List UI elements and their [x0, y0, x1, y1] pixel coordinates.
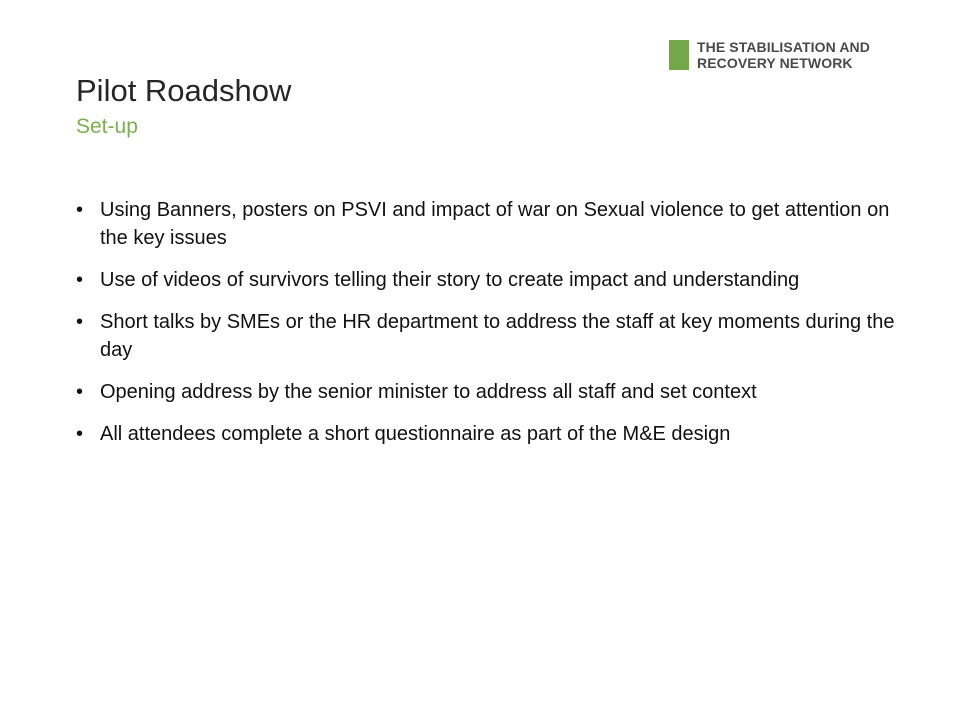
bullet-text: All attendees complete a short questionnaire as part of the M&E design — [100, 423, 731, 445]
green-square-icon — [669, 40, 689, 70]
bullet-item — [76, 196, 896, 252]
slide-subtitle: Set-up — [76, 115, 138, 138]
bullet-icon: • — [76, 311, 84, 333]
bullet-item — [76, 308, 896, 364]
logo-line-1: THE STABILISATION AND — [697, 39, 870, 55]
bullet-list — [76, 196, 896, 462]
bullet-text: Use of videos of survivors telling their story to create impact and understanding — [100, 269, 800, 291]
bullet-text: Opening address by the senior minister to address all staff and set context — [100, 381, 757, 403]
slide-title: Pilot Roadshow — [76, 73, 292, 108]
bullet-icon: • — [76, 199, 84, 221]
bullet-icon: • — [76, 381, 84, 403]
organisation-logo — [669, 40, 870, 71]
bullet-text: Short talks by SMEs or the HR department to address the staff at key moments during the day — [100, 311, 895, 361]
bullet-icon: • — [76, 423, 84, 445]
bullet-item — [76, 420, 896, 448]
bullet-text: Using Banners, posters on PSVI and impact of war on Sexual violence to get attention on the key issues — [100, 199, 890, 249]
bullet-icon: • — [76, 269, 84, 291]
bullet-item — [76, 378, 896, 406]
logo-line-2: RECOVERY NETWORK — [697, 55, 853, 71]
logo-text — [697, 39, 870, 71]
bullet-item — [76, 266, 896, 294]
